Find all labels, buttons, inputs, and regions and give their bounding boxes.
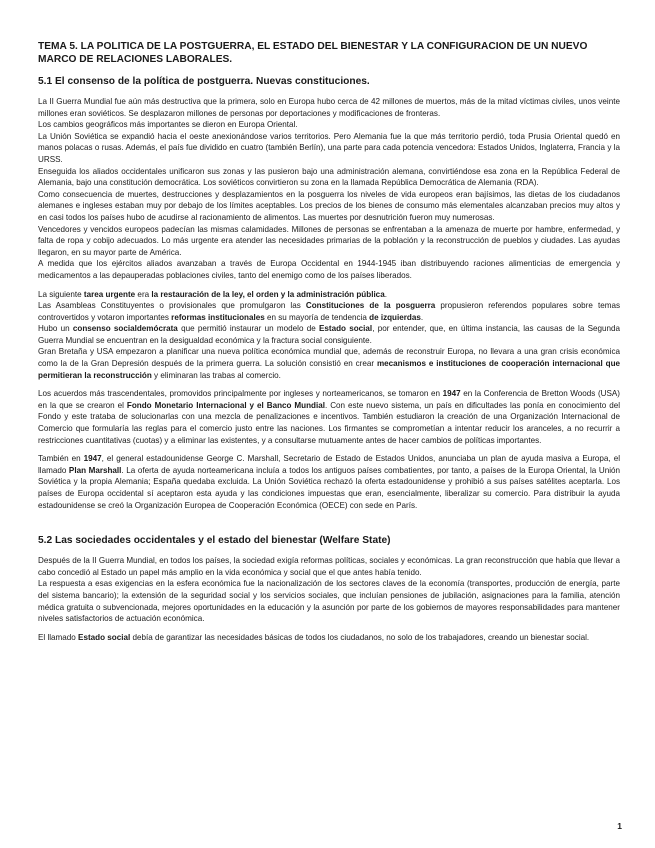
- paragraph: Los cambios geográficos más importantes se dieron en Europa Oriental.: [38, 120, 298, 130]
- paragraph: Vencedores y vencidos europeos padecían las mismas calamidades. Millones de personas se enfrentaban a la amenaza de muerte por hambre, enfermedad, y falta de ropa y cobijo adecuados. Lo más urgente era atender las necesidades primarias de la población y la reconstrucción de pueblos y ciudades. Las ayudas llegaron, en su mayor parte de América.: [38, 224, 620, 257]
- paragraph: La Unión Soviética se expandió hacia el oeste anexionándose varios territorios. Pero Alemania fue la que más territorio perdió, toda Prusia Oriental quedó en manos polacas o rusas. Además, el país fue dividido en cuatro (también Berlín), una parte para cada potencia vencedora: Estados Unidos, Inglaterra, Francia y la URSS.: [38, 131, 620, 164]
- paragraph: La respuesta a esas exigencias en la esfera económica fue la nacionalización de los sectores claves de la economía (transportes, producción de energía, parte del sistema bancario); la extensión de la seguridad social y los servicios sociales, que incluían pensiones de jubilación, asignaciones para la familia, atención médica gratuita o subvencionada, mejores oportunidades en la educación y la asunción por parte de los gobiernos de mayores responsabilidades para mantener niveles satisfactorios de actuación económica.: [38, 579, 620, 624]
- paragraph: Hubo un consenso socialdemócrata que permitió instaurar un modelo de Estado social, por entender, que, en última instancia, las causas de la Segunda Guerra Mundial se encuentran en la desigualdad económica y la fractura social consiguiente.: [38, 324, 620, 345]
- section-heading-5-2: 5.2 Las sociedades occidentales y el estado del bienestar (Welfare State): [38, 535, 391, 547]
- paragraph: También en 1947, el general estadounidense George C. Marshall, Secretario de Estado de Estados Unidos, anunciaba un plan de ayuda masiva a Europa, el llamado Plan Marshall. La oferta de ayuda norteamericana incluía a todos los antiguos países combatientes, por tanto, a países de la Europa Oriental, la Unión Soviética y la propia Alemania; España quedaba excluida. La Unión Soviética rechazó la oferta estadounidense y prohibió a sus países satélites aceptarla. Los países de Europa occidental sí aceptaron esta ayuda y las condiciones impuestas que eran, esencialmente, liberalizar su comercio. Para distribuir la ayuda estadounidense se creó la Organización Europea de Cooperación Económica (OECE) con sede en París.: [38, 454, 620, 510]
- paragraph: Enseguida los aliados occidentales unificaron sus zonas y las pusieron bajo una administración alemana, convirtiéndose esa zona en la República Federal de Alemania, bajo una constitución democrática. Los soviéticos convirtieron su zona en la llamada República Democrática de Alemania (RDA).: [38, 166, 620, 188]
- paragraph: Los acuerdos más trascendentales, promovidos principalmente por ingleses y norteamericanos, se tomaron en 1947 en la Conferencia de Bretton Woods (USA) en la que se crearon el Fondo Monetario Internacional y el Banco Mundial. Con este nuevo sistema, un país en dificultades las ponía en conocimiento del Fondo y este trataba de solucionarlas con una mezcla de penalizaciones e incentivos. También estudiaron la creación de una Organización Internacional de Comercio que formularía las reglas para el comercio justo entre las naciones. Los firmantes se comprometían a intentar reducir los aranceles, a no recurrir a restricciones cuantitativas (cuotas) y a eliminar las existentes, y a consultarse mutuamente antes de hacer cambios de políticas importantes.: [38, 389, 620, 445]
- paragraph: La siguiente tarea urgente era la restauración de la ley, el orden y la administración pública.: [38, 289, 387, 299]
- paragraph: La II Guerra Mundial fue aún más destructiva que la primera, solo en Europa hubo cerca de 42 millones de muertos, más de la mitad víctimas civiles, unos veinte millones eran soviéticos. Se desplazaron millones de personas por deportaciones y modificaciones de fronteras.: [38, 97, 620, 118]
- paragraph: Después de la II Guerra Mundial, en todos los países, la sociedad exigía reformas políticas, sociales y económicas. La gran reconstrucción que había que llevar a cabo concedió al Estado un papel más amplio en la vida económica y social que el que antes había tenido.: [38, 556, 620, 577]
- paragraph: Gran Bretaña y USA empezaron a planificar una nueva política económica mundial que, además de reconstruir Europa, no llevara a una gran crisis económica como la de la Gran Depresión después de la primera guerra. La solución consistió en crear mecanismos e instituciones de cooperación internacional que permitieran la reconstrucción y eliminaran las trabas al comercio.: [38, 347, 621, 380]
- paragraph: A medida que los ejércitos aliados avanzaban a través de Europa Occidental en 1944-1945 iban distribuyendo raciones alimenticias de emergencia y medicamentos a las depauperadas poblaciones civiles, tanto del enemigo como de los países liberados.: [38, 259, 620, 280]
- paragraph: El llamado Estado social debía de garantizar las necesidades básicas de todos los ciudadanos, no solo de los trabajadores, creando un bienestar social.: [38, 632, 590, 642]
- section-heading-5-1: 5.1 El consenso de la política de postguerra. Nuevas constituciones.: [38, 76, 370, 87]
- document-title: TEMA 5. LA POLITICA DE LA POSTGUERRA, EL ESTADO DEL BIENESTAR Y LA CONFIGURACION DE UN NUEVO MARCO DE RELACIONES LABORALES.: [38, 41, 588, 65]
- paragraph: Como consecuencia de muertes, destrucciones y desplazamientos en la posguerra los niveles de vida europeos eran bajísimos, las dietas de los ciudadanos alemanes e ingleses estaban muy por debajo de los límites aceptables. Los precios de los bienes de consumo más elementales alcanzaban precios muy altos y en casi todos los países hubo de acudirse al racionamiento de alimentos. Las muertes por desnutrición fueron muy numerosas.: [38, 189, 620, 222]
- paragraph: Las Asambleas Constituyentes o provisionales que promulgaron las Constituciones de la posguerra propusieron referendos populares sobre temas controvertidos y votaron importantes reformas institucionales en su mayoría de tendencia de izquierdas.: [38, 301, 620, 322]
- page-number: 1: [617, 821, 622, 831]
- document-page: [38, 40, 620, 643]
